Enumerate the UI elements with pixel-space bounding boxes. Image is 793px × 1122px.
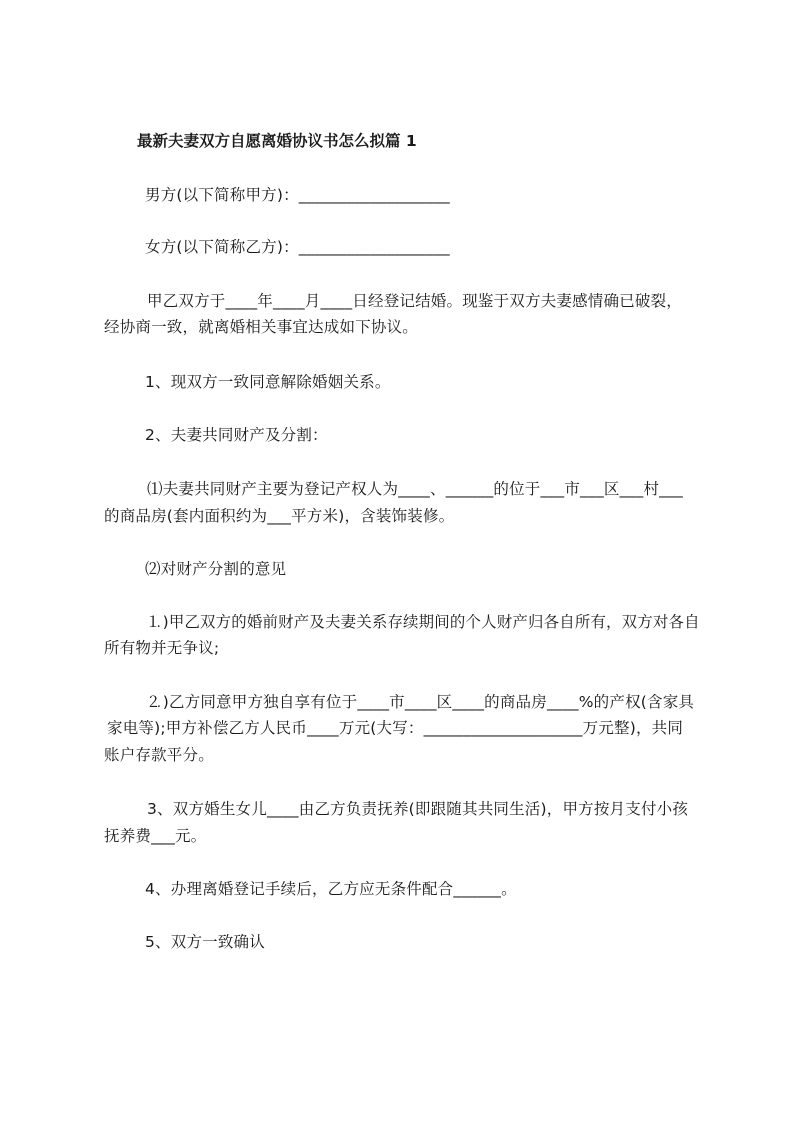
- clause-2-2-1-line-1: ⒈)甲乙双方的婚前财产及夫妻关系存续期间的个人财产归各自所有，双方对各自: [147, 613, 700, 631]
- clause-2-2-heading: ⑵对财产分割的意见: [145, 560, 287, 578]
- clause-3-line-2: 抚养费___元。: [104, 827, 207, 845]
- clause-2-2-2-line-1: ⒉)乙方同意甲方独自享有位于____市____区____的商品房____%的产权(含家具: [147, 693, 695, 711]
- paragraph-marriage-line-1: 甲乙双方于____年____月____日经登记结婚。现鉴于双方夫妻感情确已破裂，: [147, 292, 683, 310]
- clause-2-2-1-line-2: 所有物并无争议;: [104, 639, 220, 657]
- clause-2: 2、夫妻共同财产及分割：: [145, 426, 328, 444]
- clause-2-2-2-line-3: 账户存款平分。: [104, 746, 214, 764]
- clause-2-2-2-line-2: 家电等);甲方补偿乙方人民币____万元(大写：____________________万元整)，共同: [107, 719, 684, 737]
- clause-2-1-line-1: ⑴夫妻共同财产主要为登记产权人为____、______的位于___市___区___村___: [147, 480, 684, 498]
- clause-4: 4、办理离婚登记手续后，乙方应无条件配合______。: [145, 880, 517, 898]
- clause-2-1-line-2: 的商品房(套内面积约为___平方米)，含装饰装修。: [104, 507, 455, 525]
- clause-1: 1、现双方一致同意解除婚姻关系。: [145, 373, 391, 391]
- female-party-line: 女方(以下简称乙方)：___________________: [145, 238, 450, 256]
- clause-5: 5、双方一致确认: [145, 933, 265, 951]
- document-title: 最新夫妻双方自愿离婚协议书怎么拟篇 1: [137, 132, 417, 150]
- clause-3-line-1: 3、双方婚生女儿____由乙方负责抚养(即跟随其共同生活)，甲方按月支付小孩: [147, 800, 689, 818]
- paragraph-marriage-line-2: 经协商一致，就离婚相关事宜达成如下协议。: [104, 318, 419, 336]
- male-party-line: 男方(以下简称甲方)：___________________: [145, 186, 450, 204]
